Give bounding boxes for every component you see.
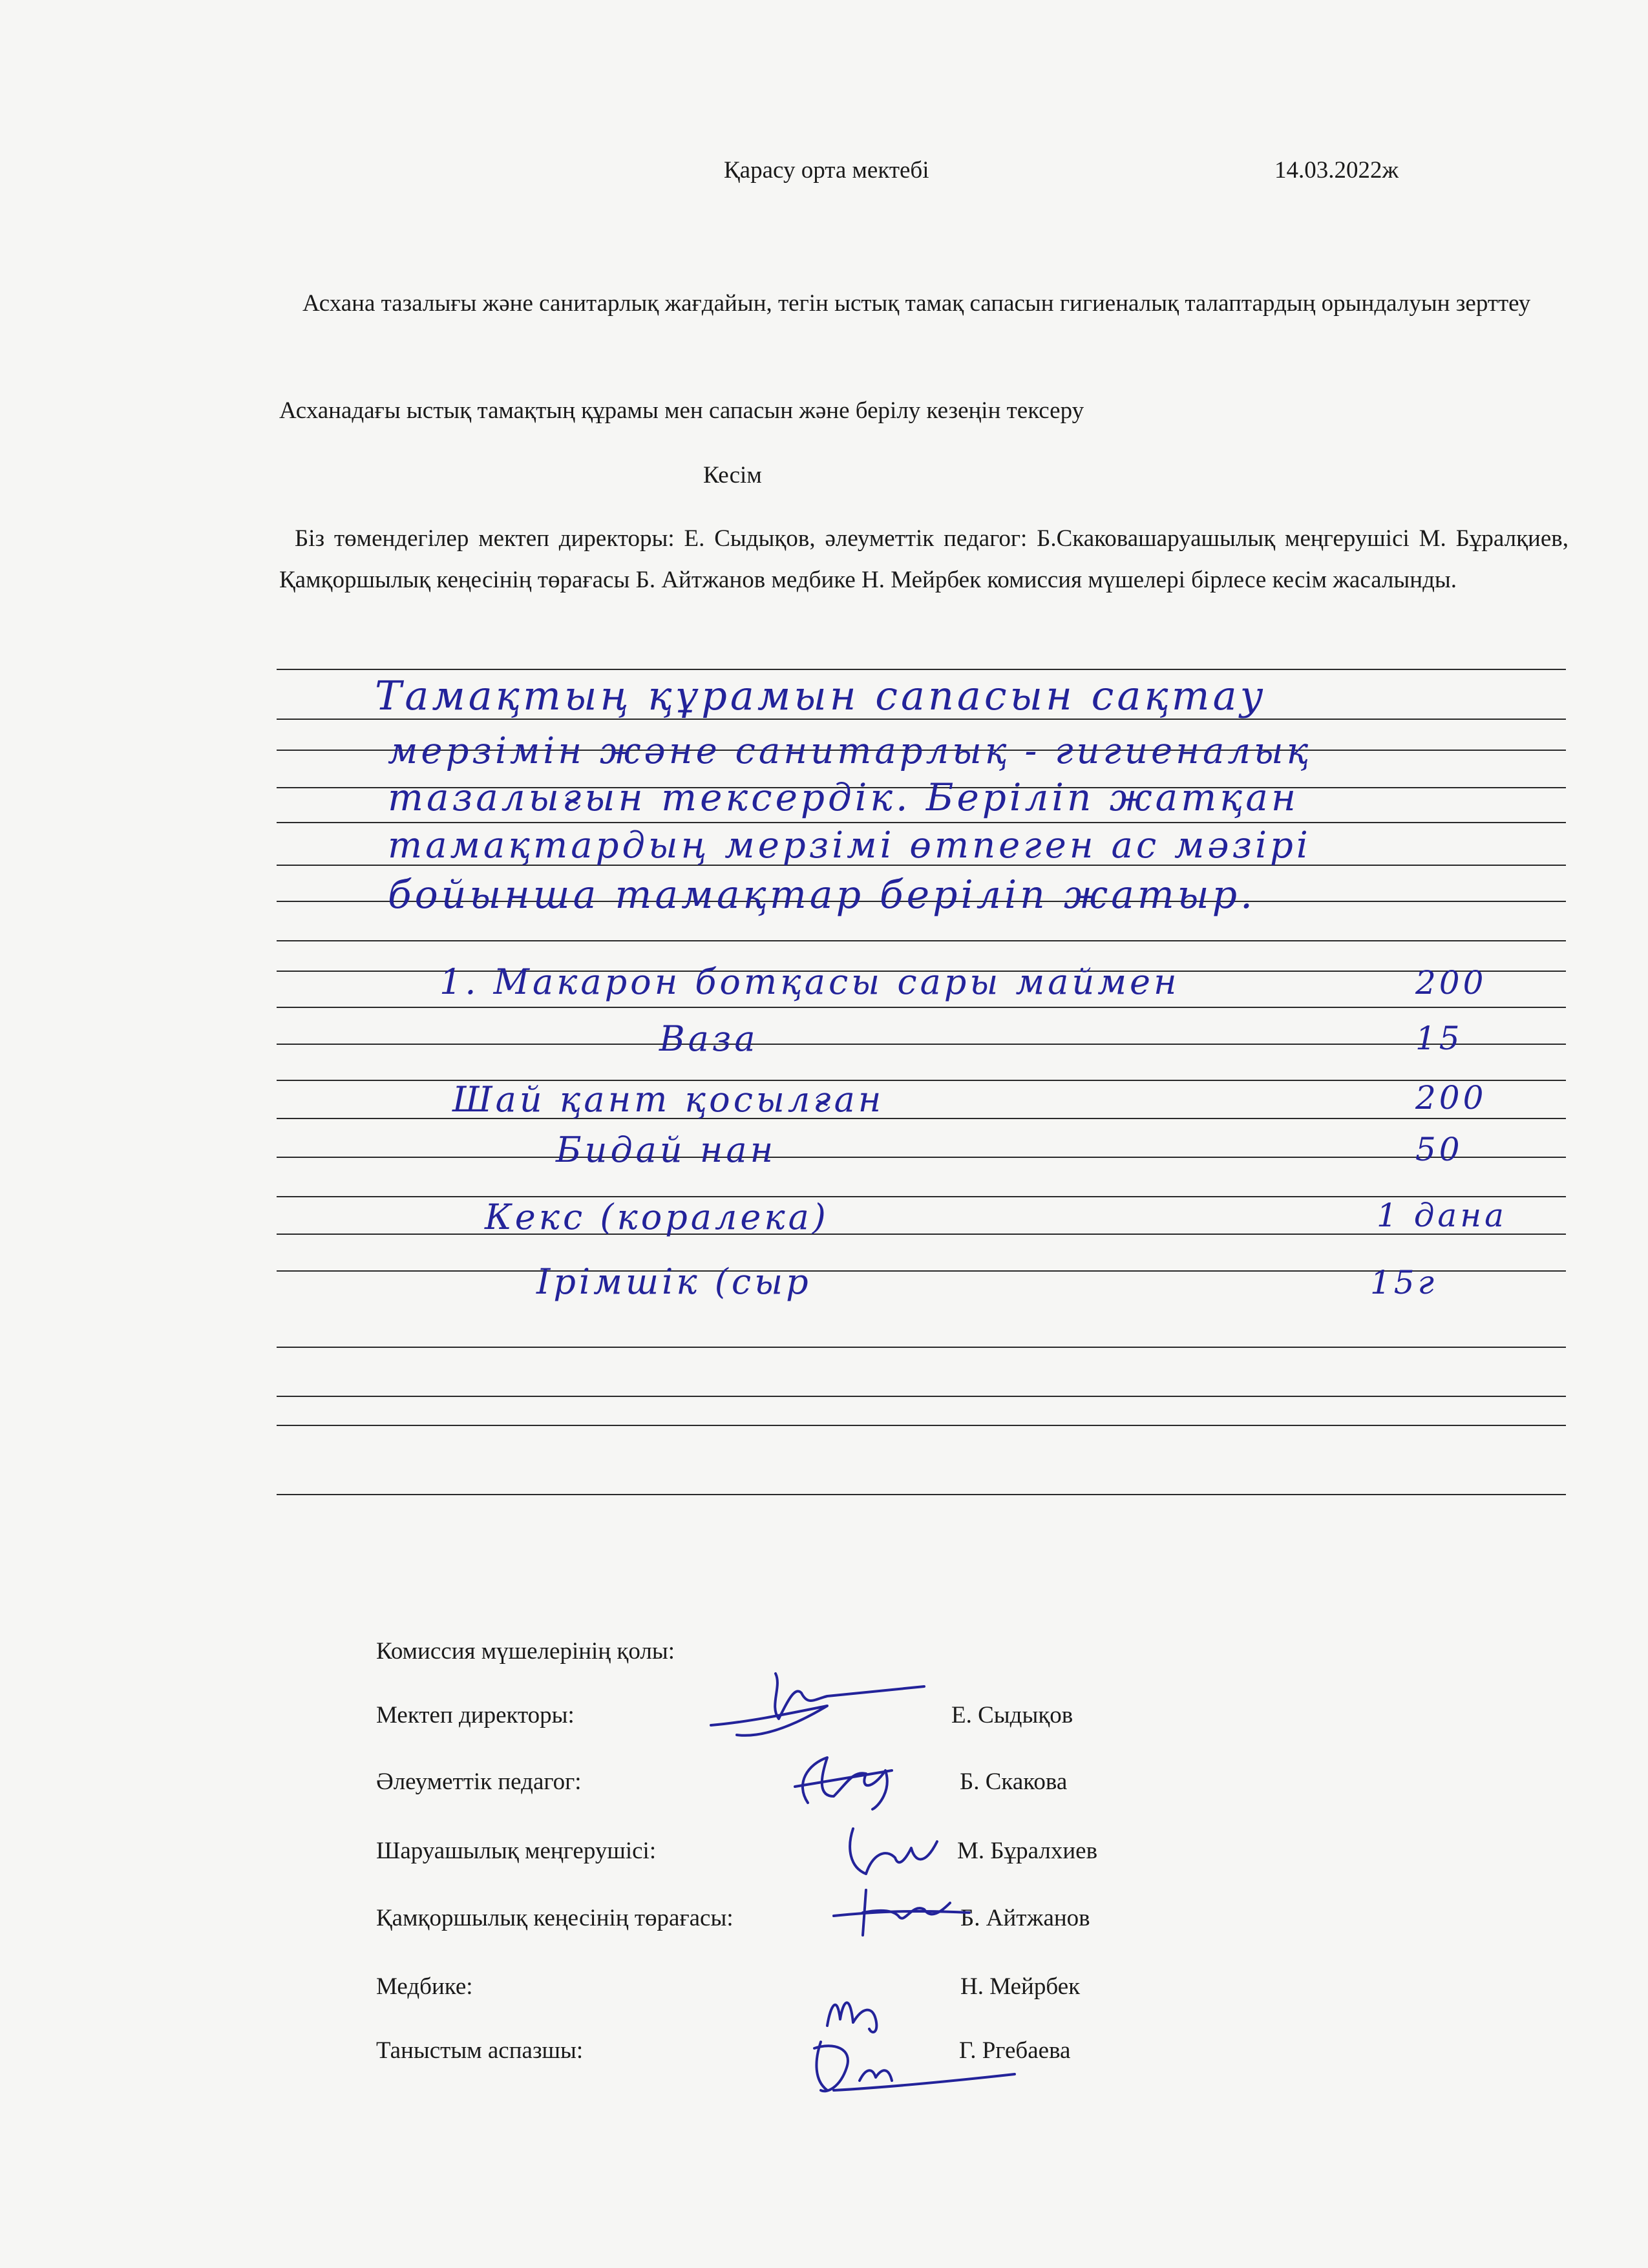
subtopic-text: Асханадағы ыстық тамақтың құрамы мен сапасын және берілу кезеңін тексеру bbox=[279, 397, 1084, 424]
ruled-line bbox=[277, 1494, 1566, 1495]
menu-item: 1. Макарон ботқасы сары маймен bbox=[439, 961, 1180, 1002]
signature-mark-pedagog bbox=[782, 1745, 924, 1816]
ruled-line bbox=[277, 822, 1566, 823]
handwritten-line: мерзімін және санитарлық - гигиеналық bbox=[388, 730, 1312, 772]
ruled-line bbox=[277, 1007, 1566, 1008]
menu-item: Шай қант қосылған bbox=[452, 1079, 885, 1120]
signature-role: Медбике: bbox=[376, 1973, 473, 2000]
members-text: Біз төмендегілер мектеп директоры: Е. Сыдықов, әлеуметтік педагог: Б.Скаковашаруашылық меңгерушісі М. Бұралқиев, Қамқоршылық кеңесінің төрағасы Б. Айтжанов медбике Н. Мейрбек комиссия мүшелері бірлесе кесім жасалынды. bbox=[279, 525, 1569, 593]
signature-role: Әлеуметтік педагог: bbox=[376, 1769, 582, 1795]
menu-qty: 200 bbox=[1415, 964, 1487, 1002]
signature-mark-cook bbox=[795, 2029, 1028, 2100]
ruled-line bbox=[277, 940, 1566, 941]
signature-role: Қамқоршылық кеңесінің төрағасы: bbox=[376, 1905, 734, 1931]
handwritten-line: Тамақтың құрамын сапасын сақтау bbox=[375, 672, 1267, 719]
menu-qty: 200 bbox=[1415, 1079, 1487, 1117]
ruled-line bbox=[277, 1425, 1566, 1426]
menu-item: Ірімшік (сыр bbox=[536, 1261, 812, 1302]
ruled-line bbox=[277, 1347, 1566, 1348]
ruled-line bbox=[277, 1396, 1566, 1397]
signature-role: Шаруашылық меңгерушісі: bbox=[376, 1838, 657, 1864]
handwritten-line: тазалығын тексердік. Беріліп жатқан bbox=[388, 775, 1300, 819]
signature-mark-director bbox=[698, 1661, 944, 1751]
signature-name: Г. Ргебаева bbox=[959, 2037, 1071, 2064]
topic-text: Асхана тазалығы және санитарлық жағдайын, тегін ыстық тамақ сапасын гигиеналық талаптардың орындалуын зерттеу bbox=[302, 290, 1531, 317]
handwritten-line: тамақтардың мерзімі өтпеген ас мәзірі bbox=[388, 824, 1311, 866]
ruled-line bbox=[277, 1234, 1566, 1235]
signature-name: Б. Айтжанов bbox=[960, 1905, 1090, 1931]
signature-mark-supervisor bbox=[834, 1816, 950, 1887]
menu-qty: 1 дана bbox=[1377, 1197, 1507, 1234]
document-title: Кесім bbox=[703, 462, 762, 488]
school-name: Қарасу орта мектебі bbox=[724, 157, 929, 184]
menu-item: Бидай нан bbox=[556, 1129, 777, 1170]
signature-name: Н. Мейрбек bbox=[960, 1973, 1081, 2000]
ruled-line bbox=[277, 669, 1566, 670]
signature-name: Е. Сыдықов bbox=[951, 1702, 1073, 1728]
ruled-line bbox=[277, 1196, 1566, 1197]
ruled-line bbox=[277, 1157, 1566, 1158]
handwritten-line: бойынша тамақтар беріліп жатыр. bbox=[388, 872, 1256, 918]
menu-qty: 50 bbox=[1415, 1131, 1463, 1168]
signatures-heading: Комиссия мүшелерінің қолы: bbox=[376, 1638, 675, 1664]
signature-name: Б. Скакова bbox=[960, 1769, 1068, 1795]
ruled-line bbox=[277, 1044, 1566, 1045]
menu-item: Кекс (коралека) bbox=[485, 1197, 829, 1237]
menu-item: Ваза bbox=[659, 1018, 759, 1059]
menu-qty: 15г bbox=[1370, 1264, 1437, 1301]
signature-name: М. Бұралхиев bbox=[957, 1838, 1098, 1864]
signature-role: Мектеп директоры: bbox=[376, 1702, 575, 1728]
signature-mark-council bbox=[827, 1884, 976, 1942]
document-date: 14.03.2022ж bbox=[1274, 157, 1399, 184]
menu-qty: 15 bbox=[1415, 1020, 1463, 1057]
signature-role: Таныстым аспазшы: bbox=[376, 2037, 584, 2064]
